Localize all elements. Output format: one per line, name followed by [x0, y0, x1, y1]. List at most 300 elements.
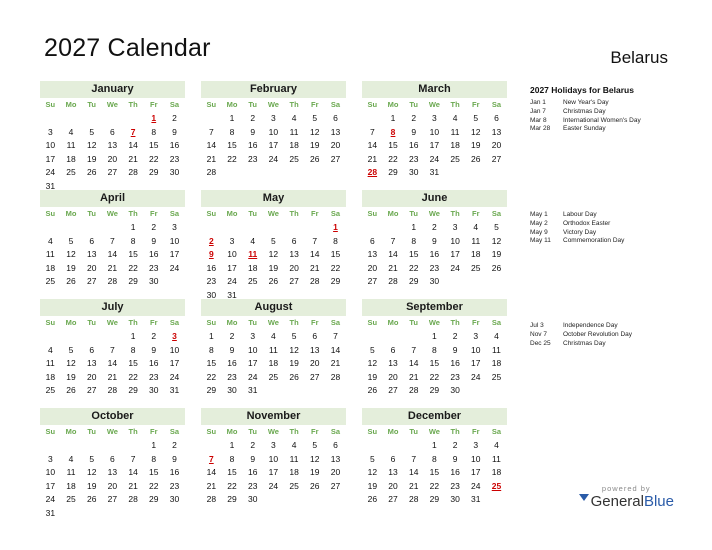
weekday-label: Tu [248, 427, 258, 436]
month-header: July [40, 299, 185, 316]
holiday-row [530, 237, 700, 246]
weekday-label: Fr [311, 427, 319, 436]
day: 31 [227, 289, 237, 300]
month-days-grid [40, 425, 185, 520]
day: 6 [390, 453, 396, 464]
day: 18 [450, 140, 460, 150]
day: 29 [149, 167, 159, 177]
day: 20 [330, 467, 341, 477]
month-days-grid [201, 316, 346, 398]
weekday-label: Sa [169, 100, 180, 109]
weekday-label: Fr [472, 209, 480, 218]
day: 1 [229, 113, 235, 123]
day: 16 [169, 467, 180, 477]
day: 24 [268, 480, 279, 491]
day: 1 [432, 331, 437, 341]
weekday-label: Th [450, 100, 460, 109]
day: 7 [312, 235, 318, 246]
day: 24 [429, 153, 440, 164]
weekday-label: Fr [311, 100, 319, 109]
month-days-grid [362, 425, 507, 507]
weekday-label: Tu [248, 100, 258, 109]
month-header: March [362, 81, 507, 98]
day: 12 [491, 235, 502, 246]
weekday-label: Su [45, 318, 56, 327]
month-days-grid [201, 98, 346, 180]
empty-day [403, 330, 424, 344]
month-may [201, 190, 346, 302]
day: 2 [250, 113, 256, 123]
day: 25 [268, 371, 279, 382]
weekday-label: Mo [387, 100, 399, 109]
day: 16 [450, 467, 460, 477]
weekday-label: Tu [409, 427, 419, 436]
empty-day [201, 221, 222, 235]
day: 16 [227, 358, 237, 368]
day: 1 [151, 440, 157, 450]
holiday-date: Mar 8 [530, 116, 547, 124]
day: 19 [310, 140, 320, 150]
day: 2 [151, 222, 157, 232]
day: 30 [247, 494, 258, 504]
day: 13 [86, 358, 97, 368]
day: 3 [452, 222, 458, 232]
empty-day [81, 112, 102, 126]
day: 20 [107, 480, 118, 491]
day: 9 [172, 453, 177, 464]
empty-day [123, 439, 144, 453]
day: 6 [333, 440, 338, 450]
day: 7 [411, 344, 417, 355]
day: 29 [149, 494, 159, 504]
month-days-grid [362, 207, 507, 289]
weekday-label: Th [289, 318, 299, 327]
day: 16 [429, 249, 440, 259]
day: 6 [291, 235, 297, 246]
day: 26 [86, 494, 97, 504]
weekday-label: Fr [150, 427, 158, 436]
day: 19 [66, 371, 76, 382]
day: 3 [473, 440, 479, 450]
day: 3 [229, 235, 235, 246]
page-title: 2027 Calendar [44, 34, 211, 62]
day: 27 [107, 494, 118, 504]
day: 25 [45, 385, 56, 395]
day: 9 [172, 126, 177, 137]
day: 10 [45, 467, 56, 477]
empty-day [81, 221, 102, 235]
day: 9 [411, 126, 417, 137]
weekday-label: We [267, 209, 279, 218]
day: 20 [86, 262, 97, 273]
day: 23 [247, 153, 258, 164]
day: 20 [367, 262, 378, 273]
day: 28 [310, 276, 320, 286]
day: 23 [149, 371, 159, 382]
day: 25 [491, 371, 502, 382]
day: 14 [107, 358, 118, 368]
month-header: October [40, 408, 185, 425]
day: 5 [369, 344, 375, 355]
day: 16 [169, 140, 180, 150]
day: 2 [229, 331, 235, 341]
day: 16 [408, 140, 419, 150]
weekday-label: Su [45, 209, 56, 218]
day: 31 [45, 507, 56, 518]
day: 9 [229, 344, 235, 355]
month-header: September [362, 299, 507, 316]
day: 19 [367, 480, 378, 491]
day: 5 [473, 113, 479, 123]
day: 13 [289, 249, 299, 259]
weekday-label: Sa [330, 209, 341, 218]
day: 13 [491, 126, 502, 137]
day: 14 [408, 358, 419, 368]
day: 22 [206, 371, 217, 382]
day: 26 [310, 480, 320, 491]
day: 24 [471, 371, 481, 382]
day: 5 [68, 344, 74, 355]
day: 6 [494, 113, 499, 123]
weekday-label: Sa [491, 209, 502, 218]
day: 19 [268, 262, 279, 273]
holiday-row [530, 108, 700, 117]
holidays-title: 2027 Holidays for Belarus [530, 85, 634, 95]
day: 28 [128, 167, 138, 177]
weekday-label: Tu [87, 209, 97, 218]
day: 24 [169, 371, 180, 382]
weekday-label: Tu [87, 318, 97, 327]
day: 25 [289, 480, 299, 491]
day: 30 [169, 494, 180, 504]
day: 17 [429, 140, 440, 150]
holiday-date: Jul 3 [530, 322, 544, 329]
day: 2 [151, 331, 157, 341]
weekday-label: Fr [472, 100, 480, 109]
day: 21 [206, 153, 217, 164]
day: 21 [310, 262, 320, 273]
empty-day [383, 221, 404, 235]
holiday-day: 7 [208, 453, 214, 464]
holiday-name: Independence Day [563, 322, 618, 329]
day: 23 [149, 262, 159, 273]
day: 5 [89, 453, 95, 464]
day: 8 [151, 453, 157, 464]
day: 11 [66, 467, 76, 477]
day: 17 [247, 358, 258, 368]
weekday-label: Sa [330, 318, 341, 327]
holiday-name: Commemoration Day [563, 237, 625, 245]
weekday-label: Fr [311, 209, 319, 218]
day: 30 [408, 167, 419, 177]
day: 21 [330, 358, 341, 368]
weekday-label: Tu [248, 318, 258, 327]
day: 20 [330, 140, 341, 150]
weekday-label: Sa [330, 100, 341, 109]
month-september [362, 299, 507, 398]
day: 11 [471, 235, 481, 246]
day: 22 [388, 153, 398, 164]
day: 13 [86, 249, 97, 259]
day: 28 [206, 494, 217, 504]
day: 14 [388, 249, 398, 259]
weekday-label: Sa [491, 427, 502, 436]
empty-day [383, 439, 404, 453]
month-days-grid [362, 316, 507, 398]
holiday-date: Mar 28 [530, 125, 551, 133]
month-days-grid [40, 316, 185, 398]
day: 10 [227, 249, 237, 259]
holiday-name: Christmas Day [563, 339, 606, 347]
day: 24 [268, 153, 279, 164]
day: 1 [229, 440, 235, 450]
day: 24 [45, 167, 56, 177]
day: 24 [227, 276, 237, 286]
day: 15 [429, 358, 440, 368]
day: 11 [66, 140, 76, 150]
day: 6 [110, 453, 115, 464]
day: 23 [206, 276, 217, 286]
day: 7 [208, 126, 214, 137]
month-days-grid [40, 98, 185, 193]
holiday-row [530, 220, 700, 229]
empty-day [383, 330, 404, 344]
day: 10 [247, 344, 258, 355]
day: 19 [289, 358, 299, 368]
month-days-grid [201, 207, 346, 302]
weekday-label: Fr [150, 318, 158, 327]
empty-day [362, 112, 383, 126]
weekday-label: Tu [87, 100, 97, 109]
empty-day [263, 221, 284, 235]
day: 23 [227, 371, 237, 382]
weekday-label: Su [206, 209, 217, 218]
holiday-date: May 2 [530, 219, 548, 227]
day: 8 [130, 344, 136, 355]
weekday-label: We [428, 427, 440, 436]
weekday-label: Su [206, 318, 217, 327]
day: 16 [149, 358, 159, 368]
day: 18 [45, 371, 56, 382]
day: 30 [169, 167, 180, 177]
holiday-name: Easter Sunday [563, 125, 606, 133]
day: 5 [312, 440, 318, 450]
day: 2 [172, 440, 177, 450]
weekday-label: Mo [226, 318, 238, 327]
weekday-label: Th [450, 318, 460, 327]
day: 14 [330, 344, 341, 355]
day: 11 [492, 453, 501, 464]
day: 3 [432, 113, 437, 123]
empty-day [81, 439, 102, 453]
weekday-label: Sa [491, 318, 502, 327]
empty-day [102, 439, 123, 453]
weekday-label: Mo [387, 427, 399, 436]
holiday-group [530, 211, 700, 246]
day: 27 [107, 167, 118, 177]
day: 11 [450, 126, 460, 137]
day: 18 [247, 262, 258, 273]
day: 23 [408, 153, 419, 164]
empty-day [284, 221, 305, 235]
weekday-label: Sa [169, 209, 180, 218]
day: 28 [408, 494, 419, 504]
weekday-label: We [267, 100, 279, 109]
day: 25 [45, 276, 56, 286]
empty-day [362, 439, 383, 453]
empty-day [242, 221, 263, 235]
weekday-label: Su [367, 209, 378, 218]
weekday-label: Su [45, 427, 56, 436]
holiday-row [530, 117, 700, 126]
day: 20 [86, 371, 97, 382]
day: 18 [66, 480, 76, 491]
day: 14 [206, 140, 217, 150]
day: 31 [169, 385, 180, 395]
day: 6 [333, 113, 338, 123]
empty-day [61, 439, 82, 453]
day: 13 [388, 467, 398, 477]
day: 7 [390, 235, 396, 246]
day: 15 [429, 467, 440, 477]
month-april [40, 190, 185, 289]
day: 2 [250, 440, 256, 450]
weekday-label: Su [367, 318, 378, 327]
day: 14 [408, 467, 419, 477]
weekday-label: Th [289, 427, 299, 436]
day: 17 [471, 467, 481, 477]
day: 27 [388, 385, 398, 395]
day: 10 [450, 235, 460, 246]
month-december [362, 408, 507, 507]
holiday-date: May 1 [530, 211, 548, 218]
day: 1 [130, 331, 136, 341]
holiday-day: 28 [367, 167, 378, 177]
day: 31 [45, 180, 56, 191]
day: 6 [89, 344, 95, 355]
month-days-grid [40, 207, 185, 289]
day: 24 [45, 494, 56, 504]
day: 3 [47, 453, 53, 464]
day: 27 [330, 480, 341, 491]
day: 8 [151, 126, 157, 137]
weekday-label: We [428, 209, 440, 218]
day: 9 [250, 126, 256, 137]
day: 19 [66, 262, 76, 273]
month-header: February [201, 81, 346, 98]
weekday-label: Fr [150, 100, 158, 109]
month-header: April [40, 190, 185, 207]
day: 9 [452, 453, 458, 464]
day: 21 [128, 153, 138, 164]
day: 16 [149, 249, 159, 259]
day: 13 [367, 249, 378, 259]
day: 14 [206, 467, 217, 477]
day: 22 [149, 153, 159, 164]
month-days-grid [362, 98, 507, 180]
weekday-label: Th [450, 209, 460, 218]
empty-day [40, 330, 61, 344]
day: 7 [110, 344, 115, 355]
holiday-name: October Revolution Day [563, 330, 633, 338]
empty-day [61, 330, 82, 344]
day: 2 [172, 113, 177, 123]
day: 22 [128, 371, 138, 382]
empty-day [40, 112, 61, 126]
day: 12 [310, 126, 320, 137]
weekday-label: Th [289, 100, 299, 109]
holiday-name: Victory Day [563, 228, 597, 236]
day: 4 [452, 113, 458, 123]
holiday-row [530, 211, 700, 220]
holiday-date: May 9 [530, 228, 548, 236]
day: 12 [471, 126, 481, 137]
empty-day [61, 112, 82, 126]
day: 8 [229, 453, 235, 464]
day: 25 [289, 153, 299, 164]
day: 29 [429, 385, 440, 395]
day: 14 [107, 249, 118, 259]
weekday-label: We [106, 100, 118, 109]
day: 30 [450, 494, 460, 504]
month-header: August [201, 299, 346, 316]
weekday-label: Th [128, 209, 138, 218]
day: 6 [369, 235, 375, 246]
day: 31 [471, 494, 481, 504]
day: 3 [271, 440, 276, 450]
day: 1 [432, 440, 437, 450]
day: 28 [330, 371, 341, 382]
empty-day [123, 112, 144, 126]
empty-day [304, 221, 325, 235]
day: 22 [227, 480, 237, 491]
day: 21 [107, 262, 118, 273]
day: 21 [408, 371, 419, 382]
day: 24 [169, 262, 180, 273]
day: 2 [432, 222, 437, 232]
day: 19 [86, 480, 97, 491]
day: 28 [388, 276, 398, 286]
weekday-label: Tu [409, 318, 419, 327]
day: 1 [390, 113, 396, 123]
weekday-label: Su [367, 427, 378, 436]
month-header: June [362, 190, 507, 207]
day: 15 [128, 249, 138, 259]
day: 21 [128, 480, 138, 491]
day: 22 [149, 480, 159, 491]
day: 17 [45, 480, 56, 491]
weekday-label: Mo [65, 318, 77, 327]
weekday-label: Mo [387, 209, 399, 218]
day: 2 [452, 440, 458, 450]
day: 6 [89, 235, 95, 246]
holiday-date: May 11 [530, 237, 551, 245]
day: 4 [47, 344, 53, 355]
day: 8 [208, 344, 214, 355]
brand-name [579, 493, 674, 510]
day: 6 [390, 344, 396, 355]
empty-day [102, 112, 123, 126]
day: 29 [408, 276, 419, 286]
day: 21 [408, 480, 419, 491]
day: 26 [66, 385, 76, 395]
day: 9 [452, 344, 458, 355]
month-header: January [40, 81, 185, 98]
day: 30 [206, 289, 217, 300]
day: 20 [107, 153, 118, 164]
holiday-row [530, 229, 700, 238]
weekday-label: Th [289, 209, 299, 218]
